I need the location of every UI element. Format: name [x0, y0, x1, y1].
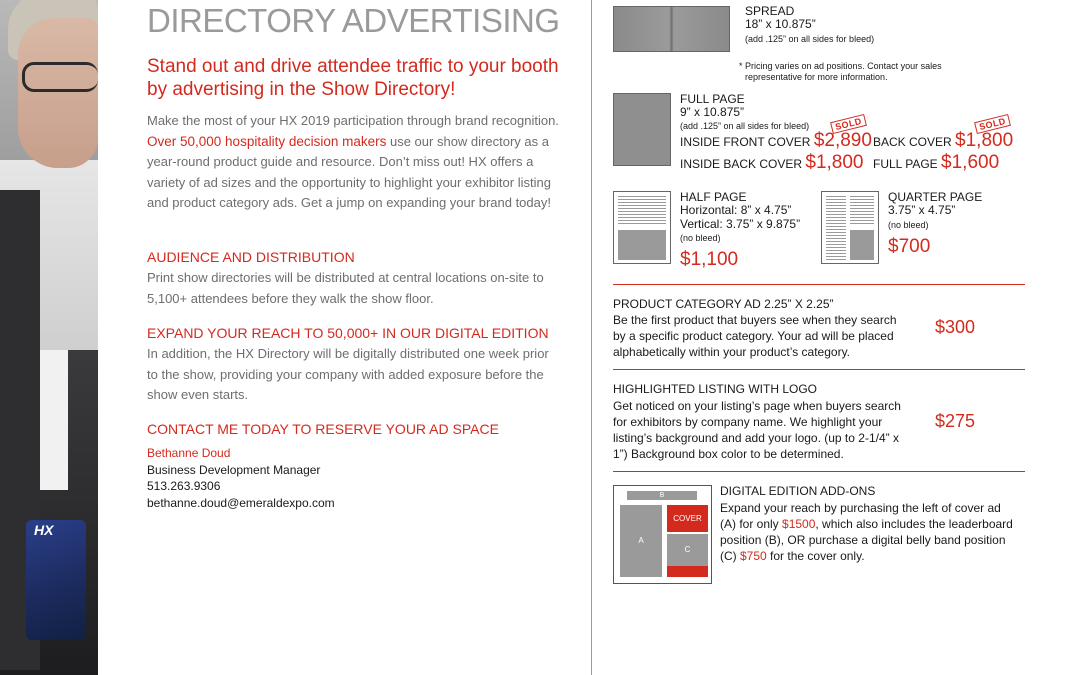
half-page-label: HALF PAGE	[680, 190, 747, 204]
highlighted-listing-price: $275	[935, 411, 976, 431]
inside-back-cover-label: INSIDE BACK COVER	[680, 157, 803, 171]
highlighted-listing-line: for exhibitors by company name. We highlight your	[613, 415, 883, 429]
full-page-label: FULL PAGE	[680, 92, 745, 106]
section-divider-2	[613, 369, 1025, 370]
product-category-title-size: 2.25” X 2.25”	[760, 297, 834, 311]
highlighted-listing-line: 1”) Background box color to be determined.	[613, 447, 844, 461]
section-divider-3	[613, 471, 1025, 472]
quarter-page-size: 3.75” x 4.75”	[888, 203, 956, 217]
quarter-page-thumbnail	[821, 191, 879, 264]
inside-front-cover-price: $2,890	[813, 130, 872, 151]
digital-line2-end: , which also includes the leaderboard	[815, 517, 1013, 531]
reach-paragraph: In addition, the HX Directory will be digitally distributed one week prior to the show, providing your company with added exposure before the show even starts.	[147, 346, 549, 402]
digital-edition-diagram	[613, 485, 712, 584]
spread-label: SPREAD	[745, 4, 795, 18]
full-page-price: $1,600	[941, 152, 1000, 173]
product-category-title-main: PRODUCT CATEGORY AD	[613, 297, 761, 311]
intro-paragraph-text: Make the most of your HX 2019 participation through brand recognition.	[147, 113, 559, 128]
digital-edition-line: Expand your reach by purchasing the left of cover ad	[720, 501, 1001, 515]
intro-paragraph-text-end: use our show directory as a year-round product guide and resource. Don’t miss out! HX offers a variety of ad sizes and the opportunity to highlight your exhibitor listing and product category ads. Get a jump on expanding your brand today!	[147, 133, 551, 210]
product-category-title	[613, 297, 834, 311]
diagram-position-b: B	[627, 491, 697, 500]
digital-price-c: $750	[740, 549, 767, 563]
half-page-thumbnail	[613, 191, 671, 264]
contact-email[interactable]: bethanne.doud@emeraldexpo.com	[147, 495, 335, 510]
back-cover-price: $1,800	[955, 130, 1014, 151]
quarter-page-label: QUARTER PAGE	[888, 190, 983, 204]
intro-paragraph-highlight: Over 50,000 hospitality decision makers	[147, 133, 387, 149]
digital-edition-line	[720, 548, 1025, 564]
product-category-line: alphabetically within your product’s category.	[613, 345, 851, 359]
product-category-line: Be the first product that buyers see when they search	[613, 313, 897, 327]
digital-price-a: $1500	[782, 517, 816, 531]
diagram-position-a: A	[620, 505, 662, 577]
digital-line4-end: for the cover only.	[766, 549, 865, 563]
inside-back-cover-price: $1,800	[805, 152, 864, 173]
diagram-position-c: C	[667, 534, 708, 566]
contact-name: Bethanne Doud	[147, 446, 231, 460]
sold-stamp-back-cover: SOLD	[974, 114, 1011, 134]
back-cover-label: BACK COVER	[873, 135, 952, 149]
diagram-belly-band	[667, 566, 708, 577]
full-page-bleed: (add .125” on all sides for bleed)	[680, 121, 810, 131]
pricing-note-line1: * Pricing varies on ad positions. Contact your sales	[739, 61, 942, 71]
section-divider-1	[613, 284, 1025, 285]
highlighted-listing-title: HIGHLIGHTED LISTING WITH LOGO	[613, 382, 818, 396]
inside-front-cover-label: INSIDE FRONT COVER	[680, 135, 811, 149]
spread-thumbnail	[613, 6, 730, 52]
product-category-line: by a specific product category. Your ad will be placed	[613, 329, 894, 343]
full-page-price-label: FULL PAGE	[873, 157, 938, 171]
half-page-price: $1,100	[680, 249, 739, 270]
page-title: DIRECTORY ADVERTISING	[147, 2, 560, 39]
intro-paragraph	[147, 111, 562, 214]
half-page-bleed: (no bleed)	[680, 233, 721, 243]
back-cover-row	[873, 130, 1013, 152]
full-page-price-row	[873, 152, 999, 174]
spread-size: 18” x 10.875”	[745, 17, 816, 31]
product-category-body	[613, 312, 923, 360]
digital-edition-body	[720, 500, 1025, 564]
diagram-cover: COVER	[667, 505, 708, 532]
contact-heading: CONTACT ME TODAY TO RESERVE YOUR AD SPACE	[147, 421, 499, 437]
presenter-photo	[0, 0, 98, 675]
digital-edition-title: DIGITAL EDITION ADD-ONS	[720, 484, 876, 498]
audience-paragraph: Print show directories will be distributed at central locations on-site to 5,100+ attendees before they walk the show floor.	[147, 270, 544, 306]
reach-heading: EXPAND YOUR REACH TO 50,000+ IN OUR DIGITAL EDITION	[147, 325, 549, 341]
pricing-note-line2: representative for more information.	[745, 72, 888, 82]
digital-edition-line	[720, 516, 1025, 532]
audience-heading: AUDIENCE AND DISTRIBUTION	[147, 249, 355, 265]
full-page-thumbnail	[613, 93, 671, 166]
intro-tagline: Stand out and drive attendee traffic to your booth by advertising in the Show Directory!	[147, 56, 559, 100]
half-page-vertical: Vertical: 3.75” x 9.875”	[680, 217, 801, 231]
sold-stamp-inside-front: SOLD	[830, 114, 867, 134]
highlighted-listing-line: Get noticed on your listing’s page when buyers search	[613, 399, 901, 413]
contact-block	[147, 445, 335, 511]
spread-bleed: (add .125” on all sides for bleed)	[745, 34, 875, 44]
contact-phone[interactable]: 513.263.9306	[147, 479, 221, 493]
inside-front-cover-row	[680, 130, 872, 152]
full-page-size: 9” x 10.875”	[680, 105, 745, 119]
badge-logo: HX	[34, 522, 54, 538]
right-column	[613, 0, 1025, 675]
inside-back-cover-row	[680, 152, 864, 174]
digital-line4-start: (C)	[720, 549, 740, 563]
contact-role: Business Development Manager	[147, 462, 321, 477]
half-page-horizontal: Horizontal: 8” x 4.75”	[680, 203, 792, 217]
highlighted-listing-line: listing’s background and add your logo. (up to 2-1/4” x	[613, 431, 899, 445]
product-category-price: $300	[935, 317, 976, 337]
quarter-page-price: $700	[888, 236, 931, 257]
highlighted-listing-body	[613, 398, 923, 462]
digital-line2-start: (A) for only	[720, 517, 783, 531]
digital-edition-line: position (B), OR purchase a digital belly band position	[720, 533, 1006, 547]
column-divider	[591, 0, 592, 675]
quarter-page-bleed: (no bleed)	[888, 220, 929, 230]
